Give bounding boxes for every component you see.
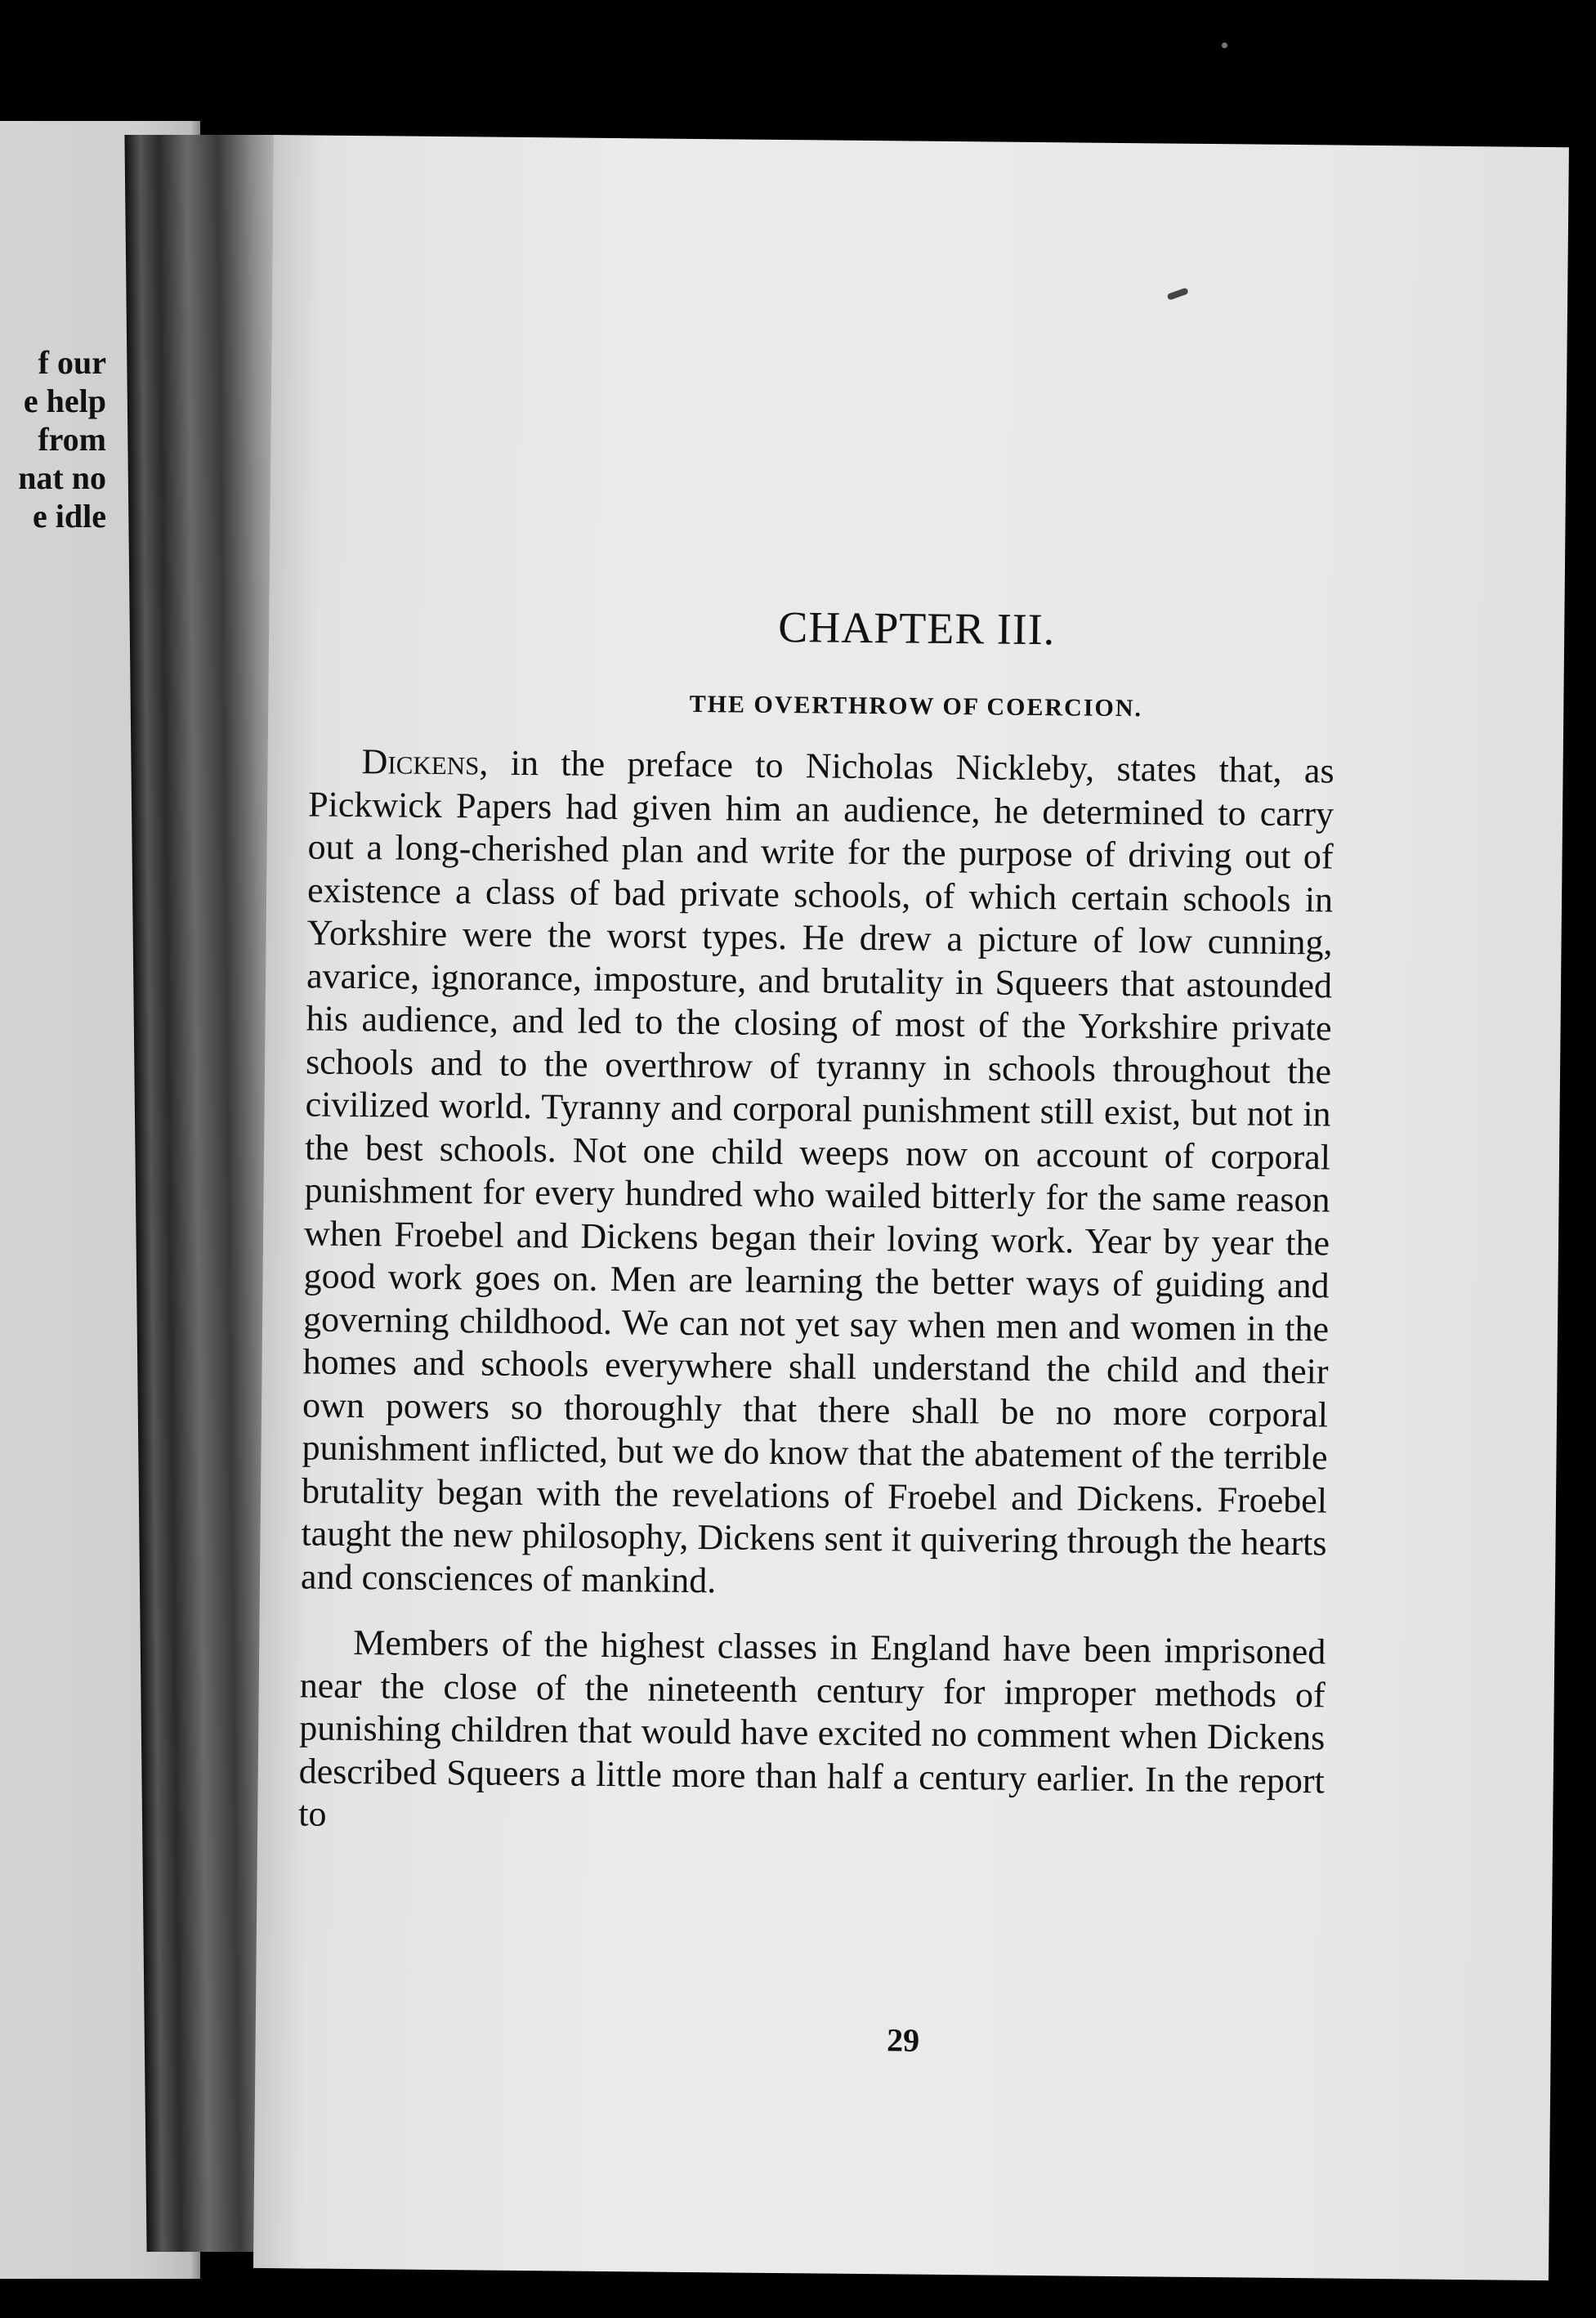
- facing-page-text: [0, 343, 106, 535]
- paragraph-text: in the preface to Nicholas Nickleby, states that, as Pickwick Papers had given him an audience, he determined to carry out a long-cherished plan and write for the purpose of driving out of existence a class of bad private schools, of which certain schools in Yorkshire were the worst types. He drew a picture of low cunning, avarice, ignorance, imposture, and brutality in Squeers that astounded his audience, and led to the closing of most of the Yorkshire private schools and to the overthrow of tyranny in schools throughout the civilized world. Tyranny and corporal punishment still exist, but not in the best schools. Not one child weeps now on account of corporal punishment for every hundred who wailed bitterly for the same reason when Froebel and Dickens began their loving work. Year by year the good work goes on. Men are learning the better ways of guiding and governing childhood. We can not yet say when men and women in the homes and schools everywhere shall understand the child and their own powers so thoroughly that there shall be no more corporal punishment inflicted, but we do know that the abatement of the terrible brutality began with the revelations of Froebel and Dickens. Froebel taught the new philosophy, Dickens sent it quivering through the hearts and consciences of mankind.: [300, 742, 1334, 1600]
- book-page: [253, 135, 1569, 2280]
- chapter-title: CHAPTER III.: [777, 602, 1056, 655]
- paragraph: [301, 740, 1334, 1608]
- facing-line: from: [38, 421, 106, 458]
- paragraph-lead-word: Dickens,: [361, 741, 489, 783]
- facing-line: nat no: [18, 459, 106, 496]
- facing-line: e help: [23, 383, 106, 419]
- paragraph-text: Members of the highest classes in England have been imprisoned near the close of the nineteenth century for improper methods of punishing children that would have excited no comment when Dickens described Squeers a little more than half a century earlier. In the report to: [298, 1622, 1326, 1834]
- print-fleck: [1167, 288, 1189, 301]
- scan-speck: [1222, 43, 1227, 48]
- facing-line: e idle: [33, 498, 106, 535]
- chapter-subtitle: THE OVERTHROW OF COERCION.: [689, 690, 1143, 723]
- page-number: 29: [886, 2021, 920, 2059]
- body-text: [298, 740, 1334, 1868]
- facing-line: f our: [38, 344, 106, 381]
- paragraph: [298, 1621, 1326, 1846]
